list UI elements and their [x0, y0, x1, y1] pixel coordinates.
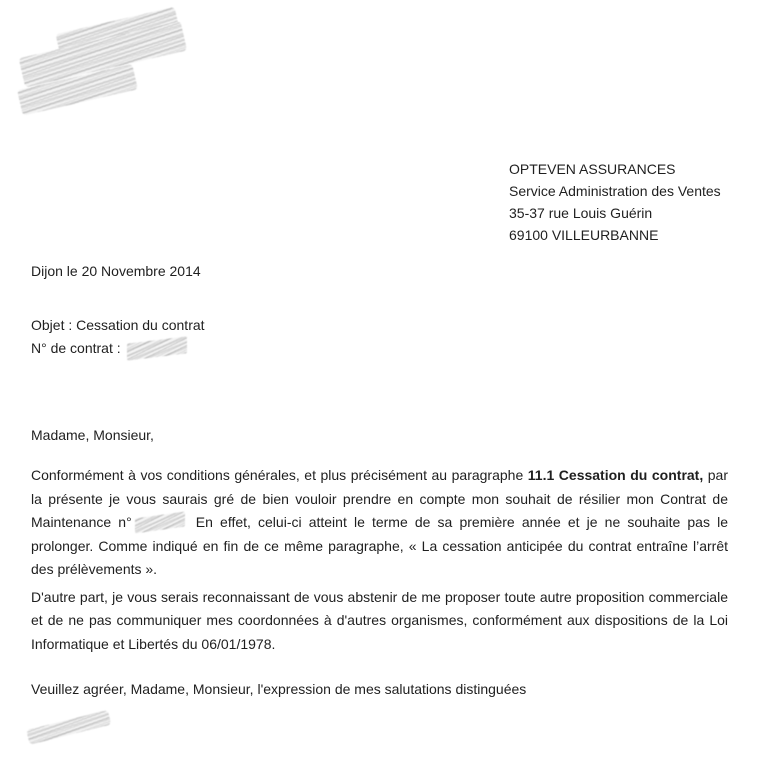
closing-line: Veuillez agréer, Madame, Monsieur, l'expression de mes salutations distinguées: [31, 681, 527, 697]
p1-text-mid: par la présente je vous saurais gré de bien vouloir prendre en compte mon souhait de résilier mon Contrat de Maintenance n°: [31, 467, 729, 530]
date-line: Dijon le 20 Novembre 2014: [31, 263, 201, 279]
sender-address-redaction: [24, 30, 194, 125]
contract-number-redaction: [127, 336, 187, 360]
recipient-address-block: [509, 158, 721, 246]
inline-contract-number-redaction: [135, 511, 185, 533]
signature-redaction: [26, 710, 111, 745]
contract-number-label: N° de contrat :: [31, 340, 121, 356]
salutation: Madame, Monsieur,: [31, 427, 154, 443]
p1-text-start: Conformément à vos conditions générales, et plus précisément au paragraphe: [31, 467, 528, 483]
p1-bold-clause: 11.1 Cessation du contrat,: [527, 467, 704, 483]
subject-line: Objet : Cessation du contrat: [31, 317, 205, 333]
letter-body: [31, 424, 728, 702]
paragraph-data-privacy: D'autre part, je vous serais reconnaissant de vous abstenir de me proposer toute autre proposition commerciale et de ne pas communiquer mes coordonnées à d'autres organismes, conformément aux dispositions de la Loi Informatique et Libertés du 06/01/1978.: [31, 588, 728, 652]
p1-text-end: En effet, celui-ci atteint le terme de sa première année et je ne souhaite pas le prolonger. Comme indiqué en fin de ce même paragraphe, « La cessation anticipée du contrat entraîne l’arrêt des prélèvements ».: [31, 514, 728, 577]
recipient-street: 35-37 rue Louis Guérin: [509, 205, 653, 221]
paragraph-cancellation: [31, 464, 728, 582]
recipient-service: Service Administration des Ventes: [509, 183, 721, 199]
contract-number-line: [31, 337, 205, 360]
recipient-city: 69100 VILLEURBANNE: [509, 227, 659, 243]
recipient-name: OPTEVEN ASSURANCES: [509, 161, 676, 177]
subject-block: [31, 314, 205, 360]
